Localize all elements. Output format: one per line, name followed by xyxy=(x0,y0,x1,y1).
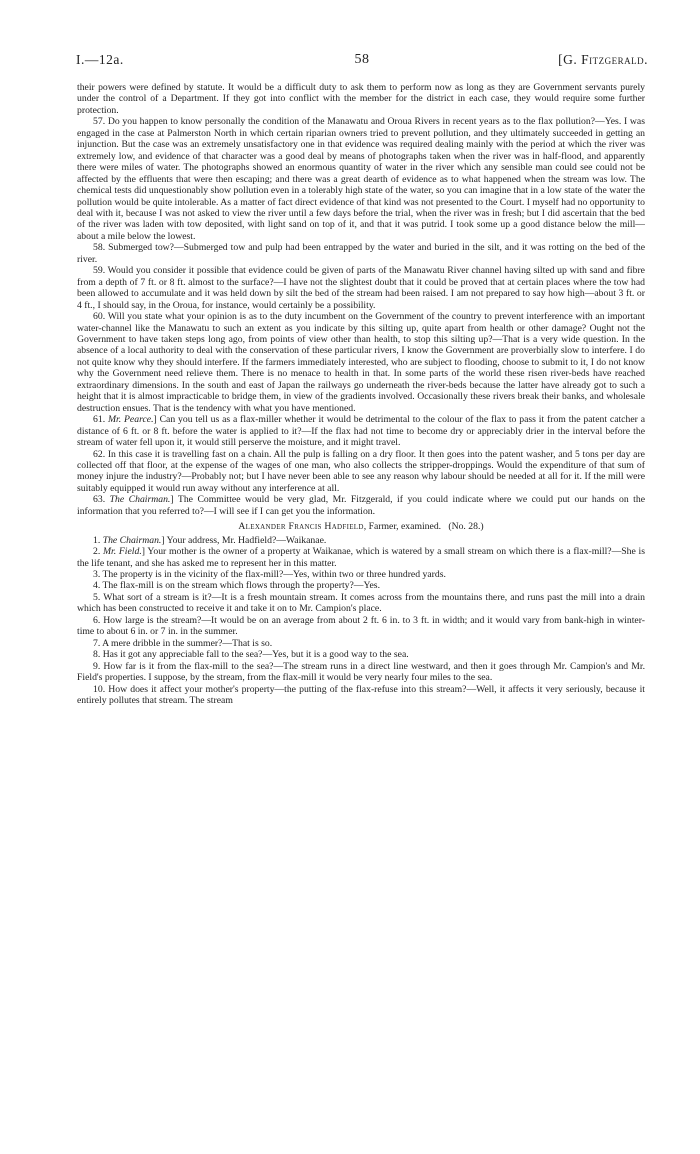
witness-description: , Farmer, examined. xyxy=(363,521,442,533)
paragraph xyxy=(77,414,645,448)
running-head-witness: [G. Fitzgerald. xyxy=(558,52,648,67)
paragraph-text: ] Your address, Mr. Hadfield?—Waikanae. xyxy=(161,534,327,546)
paragraph xyxy=(77,615,645,638)
paragraph-text: 63. xyxy=(93,494,110,506)
page-header xyxy=(76,52,648,72)
paragraph-text: their powers were defined by statute. It would be a difficult duty to ask them to perform now as long as they are Government servants purely under the control of a Department. If they got into conflict with the member for the district in each case, they would require some further protection. xyxy=(77,82,645,116)
paragraph xyxy=(77,242,645,265)
paragraph xyxy=(77,580,645,591)
hadfield-evidence xyxy=(77,535,645,707)
paragraph-text: 8. Has it got any appreciable fall to the sea?—Yes, but it is a good way to the sea. xyxy=(93,649,409,661)
paragraph-text: ] Your mother is the owner of a property at Waikanae, which is watered by a small stream on which there is a flax-mill?—She is the life tenant, and she has asked me to represent her in this matter. xyxy=(77,546,646,569)
speaker-name: Mr. Pearce. xyxy=(107,414,154,426)
paragraph-text: 3. The property is in the vicinity of the flax-mill?—Yes, within two or three hundred yards. xyxy=(93,569,446,581)
speaker-name: The Chairman. xyxy=(102,534,162,546)
paragraph xyxy=(77,116,645,242)
paragraph-text: 57. Do you happen to know personally the condition of the Manawatu and Oroua Rivers in recent years as to the flax pollution?—Yes. I was engaged in the case at Palmerston North in which certain riparian owners tried to prevent pollution, and they ultimately succeeded in getting an injunction. But the case was an extremely unsatisfactory one in that evidence was required dealing mainly with the period at which the river was extremely low, and evidence of that character was a good deal by means of photographs taken when the river was in half-flood, and apparently there were miles of water. The photographs showed an enormous quantity of water in the river which any sensible man could see could not be affected by the effluents that were then escaping; and there was a great dearth of evidence as to what happened when the stream was low. The chemical tests did unquestionably show pollution even in a tolerably high state of the water, so you can imagine that in a low state of the water the pollution would be quite intolerable. As a matter of fact direct evidence of that kind was not presented to the Court. I myself had no opportunity to deal with it, because I was not asked to view the river until a few days before the trial, when the river was in fresh; but I did ascertain that the bed of the river was laden with tow deposited, with light sand on top of it, and that it was putrid. I took some up a good distance below the mill—about a mile below the lowest. xyxy=(77,116,645,242)
paragraph-text: 6. How large is the stream?—It would be on an average from about 2 ft. 6 in. to 3 ft. in width; and it would vary from bank-high in winter-time to about 6 in. or 7 in. in the summer. xyxy=(77,614,645,638)
paragraph xyxy=(77,569,645,580)
paragraph xyxy=(77,684,645,707)
paragraph xyxy=(77,649,645,660)
paragraph-text: ] Can you tell us as a flax-miller whether it would be detrimental to the colour of the flax to pass it from the patent catcher a distance of 6 ft. or 8 ft. before the water is applied to it?—If the flax had not time to become dry or appreciably drier in the interval before the stream of water fell upon it, it would still perserve the moisture, and it might travel. xyxy=(77,414,645,449)
witness-number: (No. 28.) xyxy=(448,521,484,533)
paragraph xyxy=(77,661,645,684)
paragraph-text: 61. xyxy=(93,414,108,426)
document-body xyxy=(77,82,645,706)
paragraph-text: 1. xyxy=(93,534,103,546)
paragraph xyxy=(77,449,645,495)
paragraph-text: 58. Submerged tow?—Submerged tow and pulp had been entrapped by the water and buried in the silt, and it was rotting on the bed of the river. xyxy=(77,242,645,265)
speaker-name: Mr. Field. xyxy=(102,546,142,558)
paragraph-text: 4. The flax-mill is on the stream which flows through the property?—Yes. xyxy=(93,580,380,592)
witness-name: Alexander Francis Hadfield xyxy=(238,521,364,533)
paragraph-text: ] The Committee would be very glad, Mr. Fitzgerald, if you could indicate where we could put our hands on the information that you referred to?—I will see if I can get you the information. xyxy=(77,494,646,517)
paragraph-text: 60. Will you state what your opinion is as to the duty incumbent on the Government of the country to prevent interference with an important water-channel like the Manawatu to such an extent as you indicate by this silting up, quite apart from health or other damage? Ought not the Government to have taken steps long ago, from points of view other than health, to stop this silting up?—That is a very wide question. In the absence of a local authority to deal with the conservation of these particular rivers, I know the Government are proverbially slow to interfere. I do not quite know why they should interfere. If the farmers immediately interested, who are subject to flooding, choose to submit to it, I do not know why the Government need relieve them. There is no menace to health in that. In some parts of the world these risen river-beds have reached extraordinary dimensions. In the south and east of Japan the railways go underneath the river-beds because the latter have already got to such a height that it is almost impracticable to bridge them, in view of the gradients involved. Occasionally these rivers break their banks, and wholesale destruction ensues. That is the tendency with what you have mentioned. xyxy=(77,311,645,414)
paragraph xyxy=(77,494,645,517)
paragraph xyxy=(77,265,645,311)
paragraph-text: 7. A mere dribble in the summer?—That is so. xyxy=(93,637,273,649)
paragraph-text: 59. Would you consider it possible that evidence could be given of parts of the Manawatu River channel having silted up with sand and fibre from a depth of 7 ft. or 8 ft. almost to the surface?—I have not the slightest doubt that it could be proved that at certain places where the tow had been allowed to accumulate and it was held down by silt the bed of the stream had been raised. I am not prepared to say how high—about 3 ft. or 4 ft., I should say, in the Oroua, for instance, would certainly be a possibility. xyxy=(77,265,645,311)
paragraph-text: 9. How far is it from the flax-mill to the sea?—The stream runs in a direct line westward, and then it goes through Mr. Campion's and Mr. Field's properties. I suppose, by the stream, from the flax-mill it would be very nearly four miles to the sea. xyxy=(77,660,645,684)
paragraph xyxy=(77,592,645,615)
paragraph xyxy=(77,638,645,649)
speaker-name: The Chairman. xyxy=(109,494,171,506)
page-number: 58 xyxy=(354,52,370,67)
paragraph xyxy=(77,546,645,569)
paragraph-text: 5. What sort of a stream is it?—It is a fresh mountain stream. It comes across from the mountains there, and runs past the mill into a drain which has been constructed to receive it and take it on to Mr. Campion's place. xyxy=(77,591,645,615)
paragraph-text: 62. In this case it is travelling fast on a chain. All the pulp is falling on a dry floor. It then goes into the patent washer, and 5 tons per day are collected off that floor, at the expense of the wages of one man, who also collects the stripper-droppings. Would the expenditure of that sum of money injure the industry?—Probably not; but I have never been able to see any reason why labour should be needed at all for it. If the mill were suitably equipped it would run away without any interference at all. xyxy=(77,448,645,494)
paragraph-text: 2. xyxy=(93,546,103,558)
paragraph xyxy=(77,82,645,116)
paragraph-text: 10. How does it affect your mother's property—the putting of the flax-refuse into this stream?—Well, it affects it very seriously, because it entirely pollutes that stream. The stream xyxy=(77,683,645,707)
fitzgerald-evidence xyxy=(77,82,645,517)
witness-heading xyxy=(77,521,645,532)
paragraph xyxy=(77,311,645,414)
parliamentary-paper-ref: I.—12a. xyxy=(76,52,124,67)
paragraph xyxy=(77,535,645,546)
